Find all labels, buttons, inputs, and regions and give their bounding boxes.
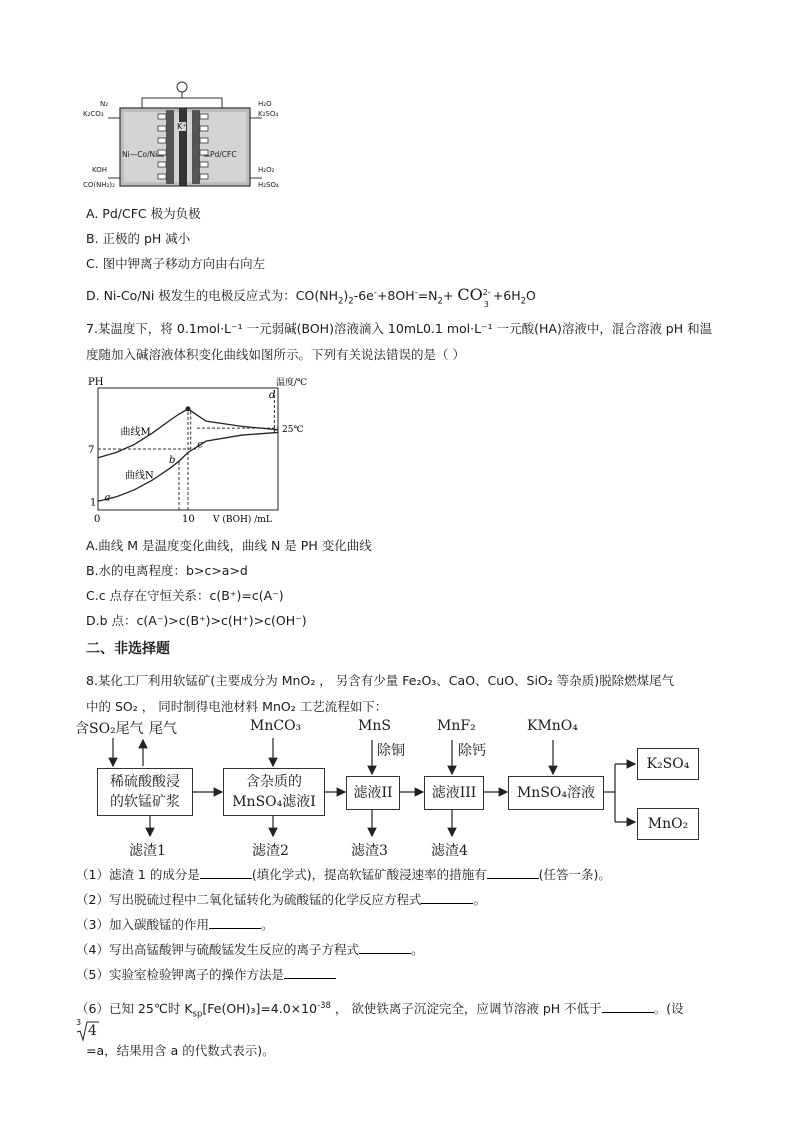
q8-intro-line2: 中的 SO₂ ， 同时制得电池材料 MnO₂ 工艺流程如下：: [86, 699, 388, 714]
q7-option-b: B.水的电离程度：b>c>a>d: [86, 563, 248, 578]
answer-blank[interactable]: [487, 866, 539, 879]
q7-option-d: D.b 点：c(A⁻)>c(B⁺)>c(H⁺)>c(OH⁻): [86, 613, 307, 628]
flow-product-mno2: MnO₂: [637, 808, 699, 840]
flow-label-remove-copper: 除铜: [377, 743, 405, 759]
answer-blank[interactable]: [359, 941, 411, 954]
flow-residue-2: 滤渣2: [252, 843, 289, 859]
answer-blank[interactable]: [421, 891, 473, 904]
q7-stem-line2: 度随加入碱溶液体积变化曲线如图所示。下列有关说法错误的是（ ）: [86, 347, 465, 362]
y-tick-label: 1: [90, 497, 97, 509]
q6-option-d: D. Ni-Co/Ni 极发生的电极反应式为：$CO(NH_2)_2-6e^-+8OH^-=N_2+$ CO 2- 3 $+6H_2O$: [86, 285, 536, 309]
flow-reagent-mnco3: MnCO₃: [250, 718, 302, 734]
cell-label-koh: KOH: [92, 166, 107, 174]
y2-axis-label: 温度/℃: [276, 378, 308, 388]
q8-sub-1: （1）滤渣 1 的成分是 (填化学式)，提高软锰矿酸浸速率的措施有 (任答一条)。: [76, 867, 611, 882]
q8-sub-2: （2）写出脱硫过程中二氧化锰转化为硫酸锰的化学反应方程式 。: [76, 892, 486, 907]
flow-reagent-kmno4: KMnO₄: [527, 718, 578, 734]
cell-label-k2co3: K₂CO₃: [83, 110, 104, 118]
q7-option-c: C.c 点存在守恒关系：c(B⁺)=c(A⁻): [86, 588, 284, 603]
q7-stem-line1: 7.某温度下，将 0.1mol·L⁻¹ 一元弱碱(BOH)溶液滴入 10mL0.1 mol·L⁻¹ 一元酸(HA)溶液中，混合溶液 pH 和温: [86, 321, 713, 336]
answer-blank[interactable]: [200, 866, 252, 879]
q8-sub-6-cont: =a，结果用含 a 的代数式表示)。: [86, 1043, 275, 1058]
flow-box-mnso4-solution: MnSO₄溶液: [508, 776, 604, 810]
flow-box-filtrate-3: 滤液III: [424, 776, 484, 810]
y-axis-label: PH: [88, 377, 104, 388]
flow-residue-1: 滤渣1: [129, 843, 166, 859]
flow-box-acid-leach: 稀硫酸酸浸 的软锰矿浆: [97, 768, 193, 816]
cell-label-urea: CO(NH₂)₂: [83, 181, 115, 189]
q8-intro-line1: 8.某化工厂利用软锰矿(主要成分为 MnO₂ ， 另含有少量 Fe₂O₃、CaO、CuO、SiO₂ 等杂质)脱除燃煤尾气: [86, 673, 675, 688]
y-tick-label: 7: [88, 445, 95, 456]
flow-reagent-mns: MnS: [358, 718, 391, 734]
chart-svg: [88, 376, 328, 526]
flow-residue-4: 滤渣4: [431, 843, 468, 859]
flow-input-so2-gas: 含SO₂尾气: [75, 721, 144, 737]
q7-option-a: A.曲线 M 是温度变化曲线，曲线 N 是 PH 变化曲线: [86, 538, 372, 553]
x-tick-label: 0: [94, 514, 101, 525]
series-label-m: 曲线M: [120, 427, 151, 439]
cell-label-h2so4: H₂SO₄: [258, 181, 279, 189]
cell-label-n2: N₂: [100, 100, 109, 108]
cell-label-left-electrode: Ni—Co/Ni: [122, 150, 158, 159]
q8-sub-6: （6）已知 25℃时 $K_{sp}[Fe(OH)_3]=4.0\times 10^{-38}$ ， 欲使铁离子沉淀完全，应调节溶液 pH 不低于 。(设: [76, 1000, 684, 1020]
cell-label-k-ion: K⁺: [177, 122, 187, 131]
process-flowchart: [75, 718, 715, 863]
q6-option-a: A. Pd/CFC 极为负极: [86, 206, 201, 221]
point-label-b: b: [169, 454, 176, 466]
cell-figure: [80, 80, 300, 198]
flow-box-filtrate-2: 滤液II: [346, 776, 400, 810]
q8-sub-4: （4）写出高锰酸钾与硫酸锰发生反应的离子方程式 。: [76, 942, 424, 957]
cube-root-4: 3 4: [76, 1020, 100, 1042]
ph-temperature-chart: [88, 376, 328, 526]
flow-residue-3: 滤渣3: [351, 843, 388, 859]
cell-label-h2o: H₂O: [258, 100, 272, 108]
cell-label-right-electrode: Pd/CFC: [210, 150, 237, 159]
x-tick-label: 10: [182, 514, 195, 525]
flow-box-mnso4-filtrate-1: 含杂质的 MnSO₄滤液I: [223, 768, 325, 816]
flow-reagent-mnf2: MnF₂: [437, 718, 476, 734]
point-label-a: a: [104, 492, 111, 504]
y2-tick-label: 25℃: [282, 425, 304, 436]
curve-m-peak-point: [186, 406, 191, 411]
q8-sub-3: （3）加入碳酸锰的作用 。: [76, 917, 274, 932]
q8-sub-5: （5）实验室检验钾离子的操作方法是: [76, 966, 336, 984]
answer-blank[interactable]: [209, 916, 261, 929]
answer-blank[interactable]: [602, 1000, 654, 1013]
series-label-n: 曲线N: [125, 470, 154, 482]
cell-label-k2so4: K₂SO₄: [258, 110, 279, 118]
point-label-d: d: [269, 390, 276, 401]
flow-output-tail-gas: 尾气: [149, 721, 177, 737]
answer-blank[interactable]: [284, 966, 336, 979]
cell-label-h2o2: H₂O₂: [258, 166, 275, 174]
flow-product-k2so4: K₂SO₄: [637, 748, 699, 780]
q6-option-b: B. 正极的 pH 减小: [86, 231, 191, 246]
flow-label-remove-calcium: 除钙: [458, 743, 486, 759]
q6-option-c: C. 图中钾离子移动方向由右向左: [86, 256, 266, 271]
point-label-c: c: [197, 439, 203, 451]
section-heading: 二、非选择题: [86, 641, 170, 657]
x-axis-label: V (BOH) /mL: [213, 515, 272, 525]
